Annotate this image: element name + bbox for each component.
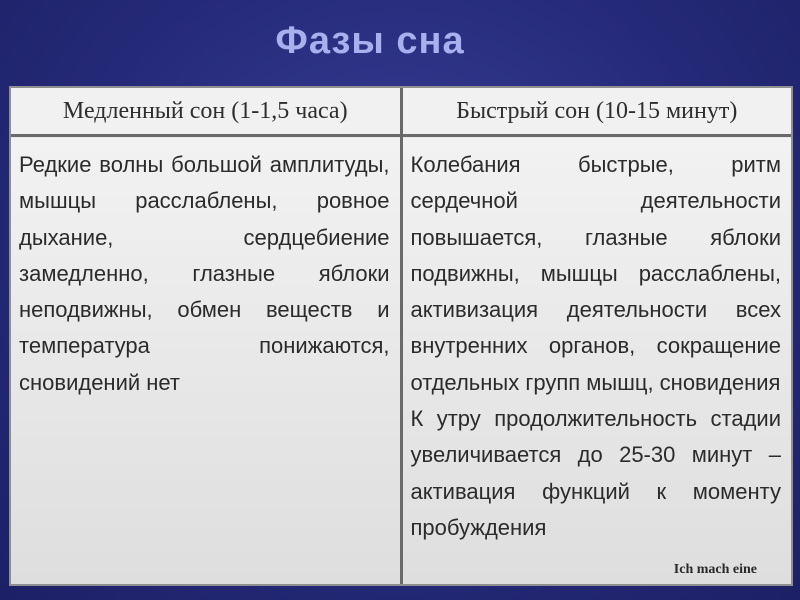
slide-title: Фазы сна: [275, 20, 465, 62]
cell-slow-sleep: [11, 136, 401, 585]
fast-sleep-morning-note: К утру продолжительность стадии увеличивается до 25-30 минут – активация функций к моменту пробуждения: [410, 406, 781, 540]
slow-sleep-description: Редкие волны большой амплитуды, мышцы расслаблены, ровное дыхание, сердцебиение замедленно, глазные яблоки неподвижны, обмен веществ и температура понижаются, сновидений нет: [19, 152, 390, 395]
header-fast-sleep: Быстрый сон (10-15 минут): [401, 88, 791, 136]
cell-fast-sleep: [401, 136, 791, 585]
header-slow-sleep: Медленный сон (1-1,5 часа): [11, 88, 401, 136]
comparison-table: [11, 88, 791, 584]
fast-sleep-description: Колебания быстрые, ритм сердечной деятельности повышается, глазные яблоки подвижны, мышцы расслаблены, активизация деятельности всех внутренних органов, сокращение отдельных групп мышц, сновидения: [410, 152, 781, 395]
sleep-phases-table: [9, 86, 793, 586]
watermark-text: Ich mach eine: [673, 562, 757, 577]
table-row: [11, 136, 791, 585]
table-header-row: [11, 88, 791, 136]
